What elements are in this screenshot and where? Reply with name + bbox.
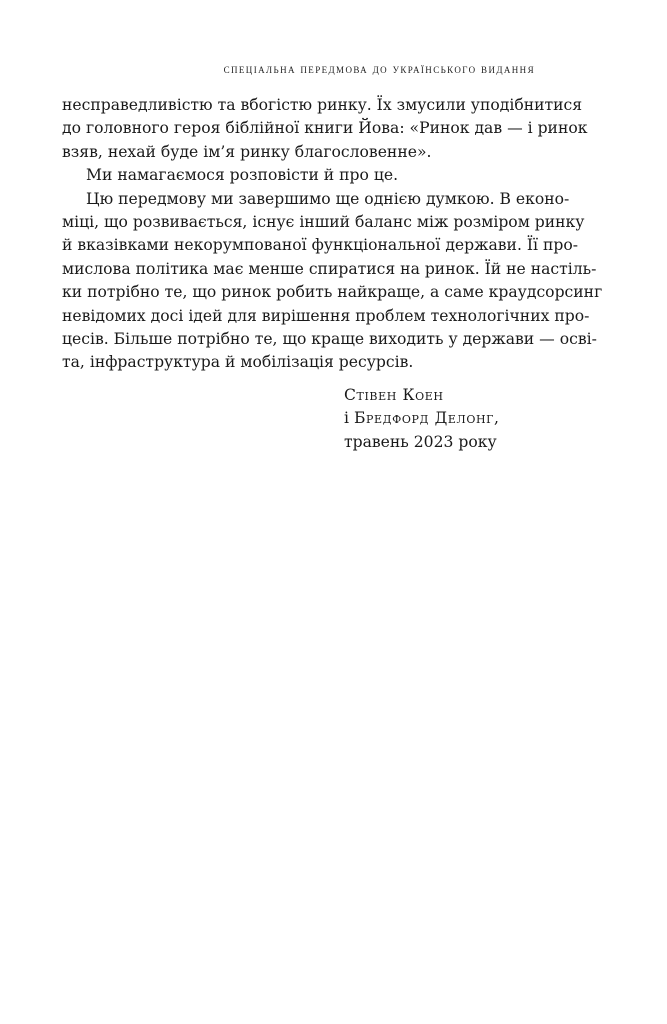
text-line: мислова політика має менше спиратися на ринок. Їй не настіль-	[62, 259, 597, 278]
text-line: ки потрібно те, що ринок робить найкраще, а саме краудсорсинг	[62, 283, 603, 302]
author-2	[344, 407, 500, 430]
text-line: міці, що розвивається, існує інший баланс між розміром ринку	[62, 213, 585, 232]
text-line: цесів. Більше потрібно те, що краще виходить у держави — осві-	[62, 330, 597, 349]
text-line: невідомих досі ідей для вирішення проблем технологічних про-	[62, 306, 590, 325]
text-line: до головного героя біблійної книги Йова: «Ринок дав — і ринок	[62, 119, 588, 138]
author-1: Стівен Коен	[344, 386, 444, 404]
text-line: Цю передмову ми завершимо ще однією думкою. В еконо-	[86, 189, 570, 208]
text-line: та, інфраструктура й мобілізація ресурсів.	[62, 353, 414, 372]
text-line: взяв, нехай буде ім’я ринку благословенне».	[62, 142, 432, 161]
signature-block	[344, 384, 500, 454]
paragraph-2	[62, 164, 537, 187]
text-line: несправедливістю та вбогістю ринку. Їх змусили уподібнитися	[62, 96, 583, 114]
author-2-prefix: і	[344, 409, 354, 428]
paragraph-1	[62, 94, 588, 164]
paragraph-3	[62, 188, 603, 375]
signature-date: травень 2023 року	[344, 432, 497, 451]
author-2-name: Бредфорд Делонг,	[353, 409, 500, 428]
body-text	[62, 94, 603, 375]
text-line: й вказівками некорумпованої функціональної держави. Її про-	[62, 236, 579, 255]
text-line: Ми намагаємося розповісти й про це.	[86, 166, 399, 185]
running-header: спеціальна передмова до українського видання	[223, 62, 535, 76]
